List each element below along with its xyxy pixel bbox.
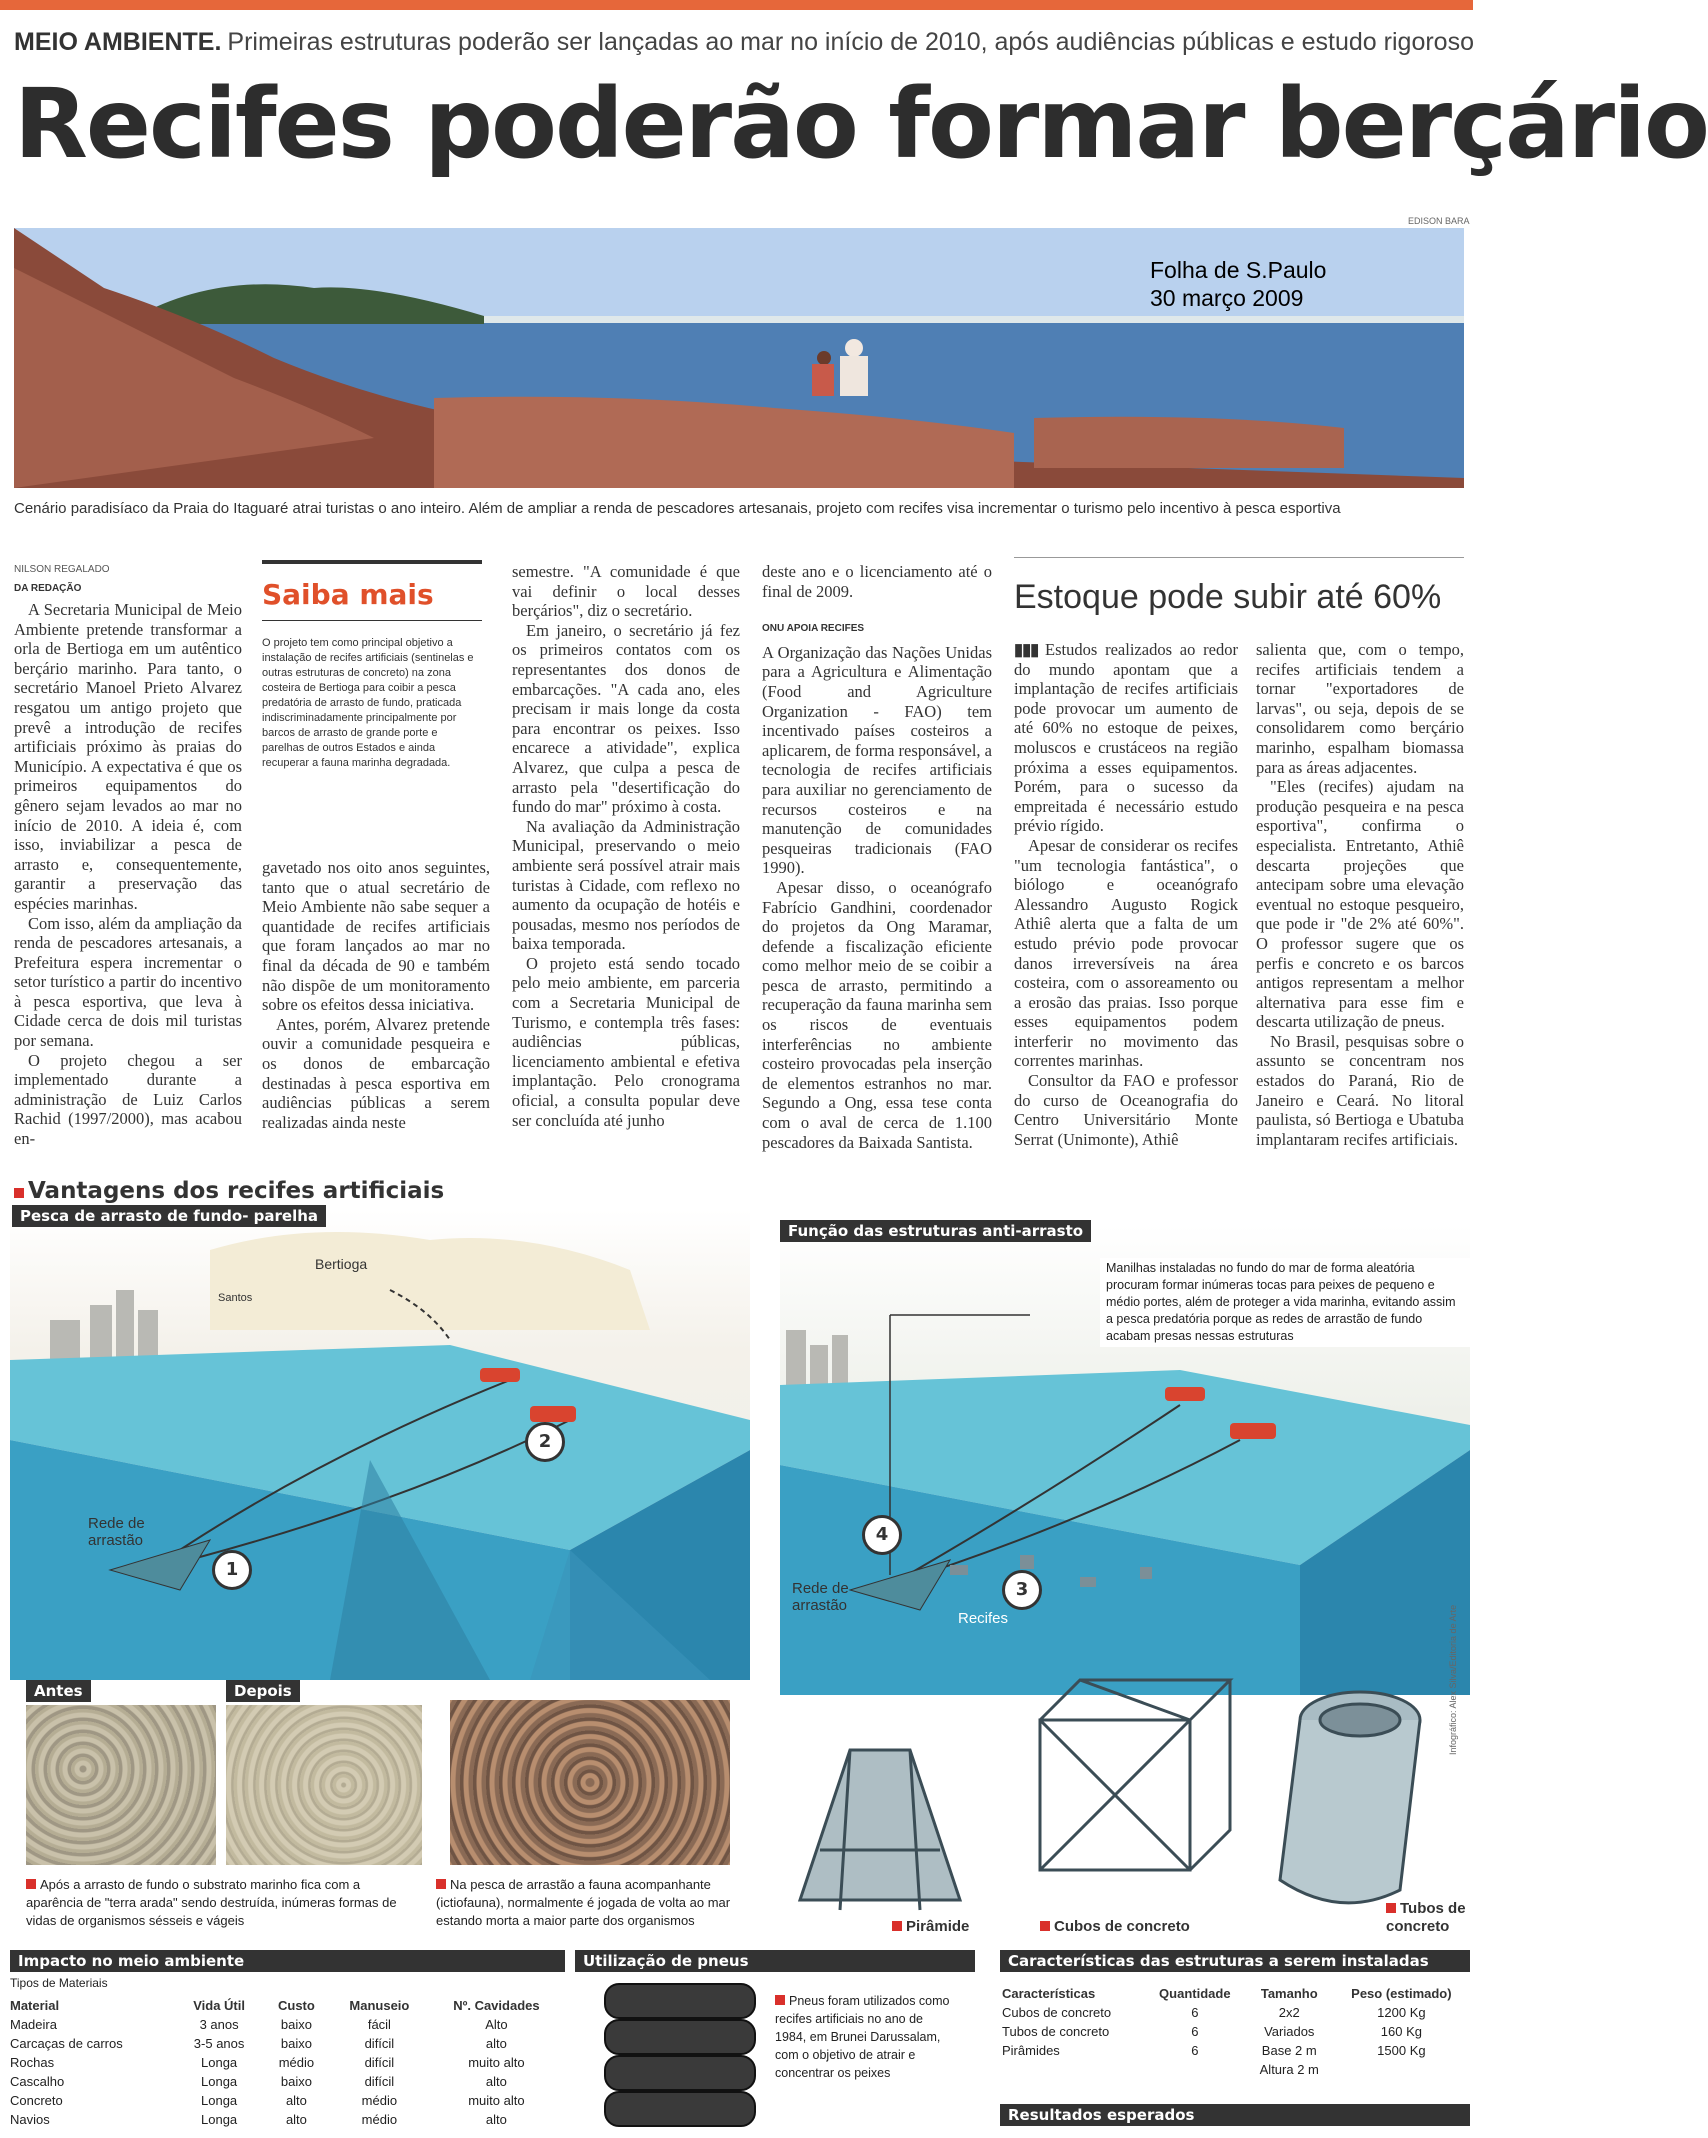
tubes-label	[1386, 1900, 1470, 1936]
step-2-marker: 2	[525, 1422, 565, 1462]
side-column-1	[1014, 640, 1238, 1149]
table-cell: difícil	[364, 2055, 395, 2070]
table-cell: alto	[485, 2074, 507, 2089]
top-accent-bar	[0, 0, 1473, 10]
table-cell: Pirâmides	[1002, 2043, 1060, 2058]
kicker-text: Primeiras estruturas poderão ser lançadas ao mar no início de 2010, após audiências públicas e estudo rigoroso	[227, 28, 1474, 56]
column-header: Nº. Cavidades	[453, 1998, 540, 2013]
table-cell: baixo	[280, 2017, 312, 2032]
photo-note-paper: Folha de S.Paulo	[1150, 257, 1327, 283]
net-label-right: Rede de arrastão	[792, 1580, 849, 1614]
table-cell: difícil	[364, 2074, 395, 2089]
place-santos: Santos	[218, 1292, 253, 1304]
photo-note-date: 30 março 2009	[1150, 285, 1304, 311]
infographic-title-row	[14, 1178, 444, 1204]
step-3-marker: 3	[1002, 1570, 1042, 1610]
step-1-marker: 1	[212, 1550, 252, 1590]
paragraph: O projeto está sendo tocado pelo meio ambiente, em parceria com a Secretaria Municipal de Turismo, e contempla três fases: audiências públicas, licenciamento ambiental e efetiva implantação. Pelo cronograma oficial, a consulta popular deve ser concluída até junho	[512, 953, 740, 1130]
tires-stack-drawing	[595, 1980, 765, 2130]
infographic-title: Vantagens dos recifes artificiais	[28, 1178, 445, 1204]
tires-tag: Utilização de pneus	[575, 1950, 975, 1972]
bycatch-caption-text: Na pesca de arrastão a fauna acompanhante (ictiofauna), normalmente é jogada de volta ao mar estando morta a maior parte dos organismos	[436, 1877, 731, 1928]
paragraph: Consultor da FAO e professor do curso de Oceanografia do Centro Universitário Monte Serrat (Unimonte), Athiê	[1014, 1071, 1238, 1149]
paragraph: O projeto chegou a ser implementado durante a administração de Luiz Carlos Rachid (1997/2000), mas acabou en-	[14, 1050, 242, 1149]
table-cell: 6	[1191, 2043, 1199, 2058]
table-cell: baixo	[280, 2036, 312, 2051]
net-label-left: Rede de arrastão	[88, 1515, 145, 1549]
table-cell: 3-5 anos	[193, 2036, 245, 2051]
side-article-title: Estoque pode subir até 60%	[1014, 578, 1442, 616]
paragraph: Apesar de considerar os recifes "um tecnologia fantástica", o biólogo e oceanógrafo Alessandro Augusto Rogick Athiê alerta que a falta de um estudo prévio pode provocar danos irreversíveis na área costeira, com o assoreamento ou a erosão das praias. Isso porque esses equipamentos podem interferir no movimento das correntes marinhas.	[1014, 835, 1238, 1071]
before-tag: Antes	[26, 1680, 91, 1702]
step-4-marker: 4	[862, 1515, 902, 1555]
table-cell: Carcaças de carros	[10, 2036, 123, 2051]
tires-text-body: Pneus foram utilizados como recifes artificiais no ano de 1984, em Brunei Darussalam, com o objetivo de atrair e concentrar os peixes	[775, 1994, 950, 2080]
paragraph: "Eles (recifes) ajudam na produção pesqueira e na pesca esportiva", confirma o especialista. Entretanto, Athiê descarta projeções que antecipam sobre uma elevação eventual no estoque pesqueiro, que pode ir "de 2% até 60%". O professor sugere que os perfis e concreto e os barcos antigos representam a melhor alternativa para esse fim e descarta utilização de pneus.	[1256, 777, 1464, 1032]
left-scene	[10, 1210, 750, 1680]
photo-source-note	[1150, 256, 1326, 312]
side-rule	[1014, 557, 1464, 558]
table-row	[996, 2003, 1470, 2022]
red-marker	[892, 1921, 902, 1931]
table-cell	[1333, 2060, 1470, 2079]
paragraph: gavetado nos oito anos seguintes, tanto que o atual secretário de Meio Ambiente não sabe sequer a quantidade de recifes artificiais que foram lançados ao mar no final da década de 90 e também não dispõe de um monitoramento sobre os efeitos dessa iniciativa.	[262, 858, 490, 1015]
table-cell: Longa	[201, 2055, 238, 2070]
table-cell: Variados	[1264, 2024, 1315, 2039]
table-row	[4, 2072, 564, 2091]
side-column-2	[1256, 640, 1464, 1149]
table-cell: Alto	[485, 2017, 508, 2032]
tires-text	[775, 1992, 955, 2082]
red-marker	[1040, 1921, 1050, 1931]
table-row	[996, 2060, 1470, 2079]
cubes-label-text: Cubos de concreto	[1054, 1918, 1190, 1935]
column-header: Vida Útil	[193, 1998, 245, 2013]
table-cell: Navios	[10, 2112, 50, 2127]
column-subhead: ONU APOIA RECIFES	[762, 623, 865, 635]
column-header: Características	[1002, 1986, 1096, 2001]
kicker-line	[14, 28, 1474, 57]
right-scene-tag: Função das estruturas anti-arrasto	[780, 1220, 1091, 1242]
paragraph: Antes, porém, Alvarez pretende ouvir a comunidade pesqueira e os donos de embarcação destinadas à pesca esportiva em audiências públicas a serem realizadas ainda neste	[262, 1014, 490, 1132]
table-cell: muito alto	[468, 2055, 525, 2070]
table-cell: Longa	[201, 2112, 238, 2127]
bycatch-caption	[436, 1876, 736, 1930]
photo-caption: Cenário paradisíaco da Praia do Itaguaré atrai turistas o ano inteiro. Além de ampliar a renda de pescadores artesanais, projeto com recifes visa incrementar o turismo pelo incentivo à pesca esportiva	[14, 500, 1341, 517]
table-cell: Cubos de concreto	[1002, 2005, 1112, 2020]
characteristics-table	[996, 1984, 1470, 2079]
before-after-caption	[26, 1876, 416, 1930]
place-bertioga: Bertioga	[315, 1256, 368, 1272]
pyramid-label	[892, 1918, 969, 1935]
table-cell: 3 anos	[199, 2017, 239, 2032]
table-cell: médio	[361, 2093, 398, 2108]
table-cell: Base 2 m	[1261, 2043, 1317, 2058]
after-tag: Depois	[226, 1680, 300, 1702]
paragraph	[1014, 640, 1238, 836]
article-column-4	[762, 562, 992, 1152]
materials-table	[4, 1996, 564, 2129]
saiba-mais-text: O projeto tem como principal objetivo a instalação de recifes artificiais (sentinelas e outras estruturas de concreto) na zona costeira de Bertioga para coibir a pesca predatória de arrasto de fundo, praticada indiscriminadamente principalmente por barcos de arrasto de grande porte e parelhas de outros Estados e ainda recuperar a fauna marinha degradada.	[262, 637, 474, 769]
column-header: Material	[10, 1998, 60, 2013]
table-cell: baixo	[280, 2074, 312, 2089]
table-cell: 160 Kg	[1380, 2024, 1422, 2039]
tubes-label-text: Tubos de concreto	[1386, 1900, 1466, 1935]
table-cell: alto	[485, 2112, 507, 2127]
bycatch-photo	[450, 1700, 730, 1865]
table-row	[4, 2053, 564, 2072]
paragraph: Na avaliação da Administração Municipal, preservando o meio ambiente será possível atrair mais turistas à Cidade, com reflexo no aumento da ocupação de hotéis e pousadas, mesmo nos períodos de baixa temporada.	[512, 816, 740, 954]
paragraph: A Organização das Nações Unidas para a Agricultura e Alimentação (Food and Agriculture Organization - FAO) tem incentivado países costeiros a aplicarem, de forma responsável, a tecnologia de recifes artificiais para auxiliar no gerenciamento de recursos costeiros e na manutenção de comunidades pesqueiras tradicionais (FAO 1990).	[762, 642, 992, 878]
table-cell: 1200 Kg	[1377, 2005, 1426, 2020]
left-scene-drawing	[10, 1210, 750, 1680]
structures-note: Manilhas instaladas no fundo do mar de forma aleatória procuram formar inúmeras tocas para peixes de pequeno e médio portes, além de proteger a vida marinha, evitando assim a pesca predatória porque as redes de arrastão de fundo acabam presas nessas estruturas	[1100, 1258, 1470, 1347]
paragraph: Com isso, além da ampliação da renda de pescadores artesanais, a Prefeitura espera incrementar o setor turístico a partir do incentivo à pesca esportiva, que leva à Cidade cerca de dois mil turistas por semana.	[14, 913, 242, 1051]
after-photo	[226, 1705, 422, 1865]
pyramid-label-text: Pirâmide	[906, 1918, 970, 1935]
column-header: Custo	[278, 1998, 315, 2013]
table-header-row	[4, 1996, 564, 2015]
paragraph: salienta que, com o tempo, recifes artificiais tendem a tornar "exportadores de larvas", ou seja, depois de se consolidarem como berçário marinho, espalham biomassa para as áreas adjacentes.	[1256, 640, 1464, 777]
table-cell: médio	[278, 2055, 315, 2070]
characteristics-tag: Características das estruturas a serem instaladas	[1000, 1950, 1470, 1972]
before-photo	[26, 1705, 216, 1865]
red-marker	[14, 1188, 24, 1198]
impact-tag: Impacto no meio ambiente	[10, 1950, 565, 1972]
table-row	[996, 2022, 1470, 2041]
table-cell: 6	[1191, 2024, 1199, 2039]
section-label: MEIO AMBIENTE.	[14, 28, 222, 56]
materials-subtitle: Tipos de Materiais	[10, 1976, 108, 1990]
byline-source: DA REDAÇÃO	[14, 583, 82, 594]
red-marker	[436, 1879, 446, 1889]
infographic-credit: Infográfico: Alex Silva/Editoria de Arte	[1448, 1604, 1458, 1755]
table-cell	[1144, 2060, 1246, 2079]
paragraph: Em janeiro, o secretário já fez os primeiros contatos com os representantes dos donos de embarcações. "A cada ano, eles precisam ir mais longe da costa para encontrar os peixes. Isso encarece a atividade", explica Alvarez, que culpa a pesca de arrasto pela "desertificação do fundo do mar" próximo à costa.	[512, 620, 740, 817]
table-cell: Longa	[201, 2093, 238, 2108]
table-cell	[996, 2060, 1144, 2079]
saiba-rule	[262, 620, 482, 621]
expected-results-tag: Resultados esperados	[1000, 2104, 1470, 2126]
column-header: Manuseio	[349, 1998, 410, 2013]
table-cell: alto	[485, 2036, 507, 2051]
red-marker	[26, 1879, 36, 1889]
table-cell: Rochas	[10, 2055, 55, 2070]
red-marker	[775, 1995, 785, 2005]
table-cell: 6	[1191, 2005, 1199, 2020]
paragraph: A Secretaria Municipal de Meio Ambiente pretende transformar a orla de Bertioga em um autêntico berçário marinho. Para tanto, o secretário Manoel Prieto Alvarez resgatou um antigo projeto que prevê a introdução de recifes artificiais próximo às praias do Município. A expectativa é que os primeiros equipamentos do gênero sejam levados ao mar no início de 2010. A ideia é, com isso, inviabilizar a pesca de arrasto e, consequentemente, garantir a preservação das espécies marinhas.	[14, 600, 242, 913]
lead-text: Estudos realizados ao redor do mundo apontam que a implantação de recifes artificiais pode provocar um aumento de até 60% no estoque de peixes, moluscos e crustáceos na região próxima a esses equipamentos. Porém, para o sucesso da empreitada é necessário estudo prévio rígido.	[1014, 640, 1238, 836]
column-header: Quantidade	[1159, 1986, 1231, 2001]
saiba-rule-top	[262, 560, 482, 564]
table-cell: Concreto	[10, 2093, 63, 2108]
table-cell: 1500 Kg	[1377, 2043, 1426, 2058]
table-row	[4, 2110, 564, 2129]
table-cell: 2x2	[1278, 2005, 1300, 2020]
table-row	[4, 2015, 564, 2034]
left-scene-tag: Pesca de arrasto de fundo- parelha	[12, 1205, 326, 1227]
table-cell: difícil	[364, 2036, 395, 2051]
byline-name: NILSON REGALADO	[14, 564, 110, 575]
reef-structures-drawing	[740, 1650, 1460, 1930]
cubes-label	[1040, 1918, 1190, 1935]
table-cell: alto	[285, 2093, 307, 2108]
table-cell: médio	[361, 2112, 398, 2127]
red-marker	[1386, 1903, 1396, 1913]
table-cell: alto	[285, 2112, 307, 2127]
reefs-label: Recifes	[958, 1610, 1009, 1627]
table-cell: Cascalho	[10, 2074, 65, 2089]
before-after-caption-text: Após a arrasto de fundo o substrato marinho fica com a aparência de "terra arada" sendo destruída, inúmeras formas de vidas de organismos sésseis e vágeis	[26, 1877, 397, 1928]
paragraph: No Brasil, pesquisas sobre o assunto se concentram nos estados do Paraná, Rio de Janeiro e Ceará. No litoral paulista, só Bertioga e Ubatuba implantaram recifes artificiais.	[1256, 1031, 1464, 1149]
article-column-2	[262, 858, 490, 1132]
photo-credit: EDISON BARA	[1408, 216, 1470, 226]
table-row	[4, 2034, 564, 2053]
article-column-3	[512, 562, 740, 1130]
table-cell: Altura 2 m	[1259, 2062, 1319, 2077]
table-cell: Madeira	[10, 2017, 57, 2032]
headline: Recifes poderão formar berçário	[14, 68, 1708, 180]
column-header: Peso (estimado)	[1351, 1986, 1452, 2001]
table-cell: muito alto	[468, 2093, 525, 2108]
column-header: Tamanho	[1260, 1986, 1318, 2001]
table-cell: Tubos de concreto	[1002, 2024, 1110, 2039]
article-column-1	[14, 600, 242, 1149]
table-header-row	[996, 1984, 1470, 2003]
saiba-mais-title: Saiba mais	[262, 578, 434, 611]
paragraph: deste ano e o licenciamento até o final de 2009.	[762, 562, 992, 601]
lead-marker: ▮▮▮	[1014, 640, 1046, 659]
table-row	[996, 2041, 1470, 2060]
table-cell: Longa	[201, 2074, 238, 2089]
paragraph: Apesar disso, o oceanógrafo Fabrício Gandhini, coordenador do projetos da Ong Maramar, defende a fiscalização eficiente como melhor meio de se coibir a pesca de arrasto, permitindo a recuperação da fauna marinha sem os riscos de eventuais interferências no ambiente costeiro provocadas pela inserção de elementos estranhos no mar. Segundo a Ong, essa tese conta com o aval de cerca de 1.100 pescadores da Baixada Santista.	[762, 877, 992, 1152]
table-cell: fácil	[367, 2017, 391, 2032]
table-row	[4, 2091, 564, 2110]
paragraph: semestre. "A comunidade é que vai definir o local desses berçários", diz o secretário.	[512, 562, 740, 621]
